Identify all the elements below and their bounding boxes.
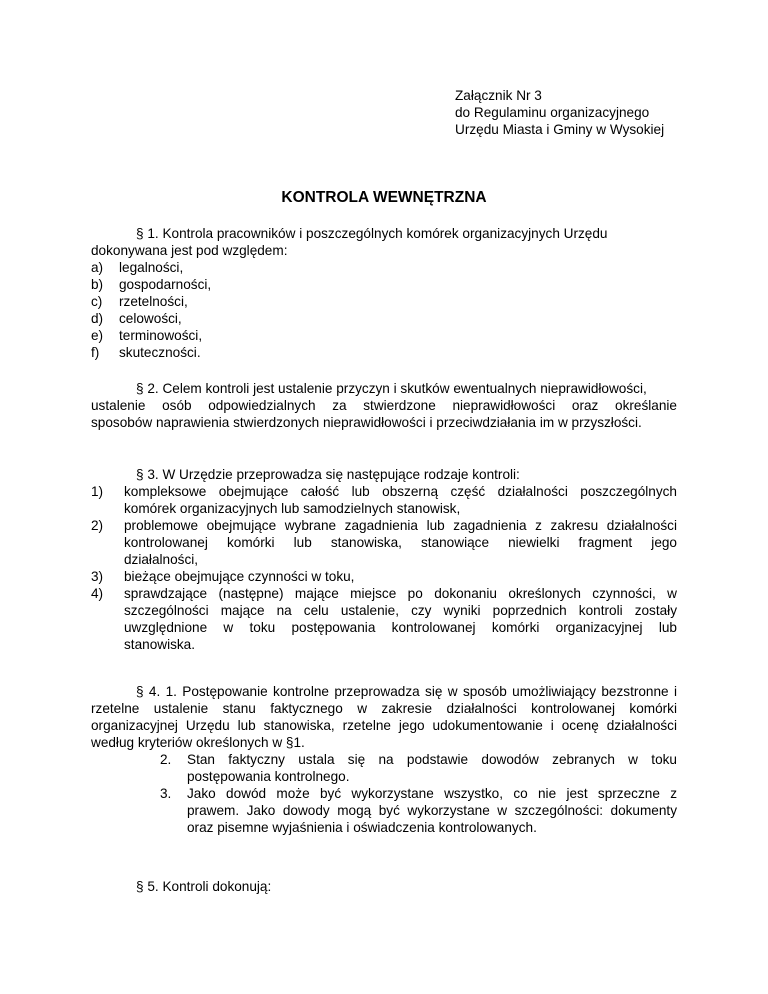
s2-line3: sposobów naprawienia stwierdzonych nieprawidłowości i przeciwdziałania im w przyszłości. bbox=[91, 415, 642, 430]
list-marker: 3) bbox=[91, 569, 104, 584]
list-text-line: komórek organizacyjnych lub samodzielnych stanowisk, bbox=[124, 501, 461, 516]
list-marker: a) bbox=[91, 260, 104, 275]
list-text-line: Jako dowód może być wykorzystane wszystko, co nie jest sprzeczne z bbox=[187, 786, 677, 801]
list-text-line: szczególności mające na celu ustalenie, czy wyniki poprzednich kontroli zostały bbox=[124, 603, 677, 618]
list-text: skuteczności. bbox=[119, 345, 201, 360]
list-text: terminowości, bbox=[119, 328, 203, 343]
s4-line1: § 4. 1. Postępowanie kontrolne przeprowadza się w sposób umożliwiający bezstronne i bbox=[136, 684, 677, 699]
list-text-line: Stan faktyczny ustala się na podstawie dowodów zebranych w toku bbox=[187, 752, 677, 767]
list-marker: d) bbox=[91, 311, 104, 326]
list-text-line: prawem. Jako dowody mogą być wykorzystane w szczególności: dokumenty bbox=[187, 803, 677, 818]
list-text-line: problemowe obejmujące wybrane zagadnienia lub zagadnienia z zakresu działalności bbox=[124, 518, 677, 533]
s3-intro: § 3. W Urzędzie przeprowadza się następujące rodzaje kontroli: bbox=[136, 467, 520, 482]
list-text: legalności, bbox=[119, 260, 184, 275]
list-marker: 3. bbox=[160, 786, 172, 801]
list-text: gospodarności, bbox=[119, 277, 212, 292]
list-marker: 1) bbox=[91, 484, 104, 499]
page-title: KONTROLA WEWNĘTRZNA bbox=[281, 189, 487, 206]
list-text-line: stanowiska. bbox=[124, 637, 196, 652]
list-text-line: kompleksowe obejmujące całość lub obszerną część działalności poszczególnych bbox=[124, 484, 677, 499]
list-marker: 4) bbox=[91, 586, 104, 601]
s2-line2: ustalenie osób odpowiedzialnych za stwierdzone nieprawidłowości oraz określanie bbox=[91, 398, 677, 413]
annex-header bbox=[455, 87, 755, 138]
list-marker: 2) bbox=[91, 518, 104, 533]
list-text-line: kontrolowanej komórki lub stanowiska, stanowiące niewielki fragment jego bbox=[124, 535, 677, 550]
s4-line2: rzetelne ustalenie stanu faktycznego w zakresie działalności kontrolowanej komórki bbox=[91, 701, 677, 716]
list-text-line: oraz pisemne wyjaśnienia i oświadczenia kontrolowanych. bbox=[187, 820, 537, 835]
list-marker: c) bbox=[91, 294, 103, 309]
annex-office: Urzędu Miasta i Gminy w Wysokiej bbox=[455, 122, 665, 137]
list-marker: f) bbox=[91, 345, 100, 360]
list-marker: e) bbox=[91, 328, 104, 343]
s4-line4: według kryteriów określonych w §1. bbox=[91, 735, 305, 750]
list-text-line: działalności, bbox=[124, 552, 199, 567]
s4-line3: organizacyjnej Urzędu lub stanowiska, rzetelne jego udokumentowanie i ocenę działalności bbox=[91, 718, 677, 733]
list-text: rzetelności, bbox=[119, 294, 188, 309]
s5-intro: § 5. Kontroli dokonują: bbox=[136, 879, 272, 894]
list-marker: 2. bbox=[160, 752, 172, 767]
list-text-line: uwzględnione w toku postępowania kontrolowanej komórki organizacyjnej lub bbox=[124, 620, 677, 635]
s1-intro-line2: dokonywana jest pod względem: bbox=[91, 243, 288, 258]
s2-line1: § 2. Celem kontroli jest ustalenie przyczyn i skutków ewentualnych nieprawidłowości, bbox=[136, 381, 647, 396]
list-text-line: bieżące obejmujące czynności w toku, bbox=[124, 569, 355, 584]
annex-regulation: do Regulaminu organizacyjnego bbox=[455, 105, 650, 120]
list-text-line: postępowania kontrolnego. bbox=[187, 769, 350, 784]
list-text: celowości, bbox=[119, 311, 182, 326]
annex-number: Załącznik Nr 3 bbox=[455, 88, 542, 103]
list-marker: b) bbox=[91, 277, 104, 292]
s1-intro-line1: § 1. Kontrola pracowników i poszczególnych komórek organizacyjnych Urzędu bbox=[136, 226, 608, 241]
list-text-line: sprawdzające (następne) mające miejsce po dokonaniu określonych czynności, w bbox=[124, 586, 677, 601]
